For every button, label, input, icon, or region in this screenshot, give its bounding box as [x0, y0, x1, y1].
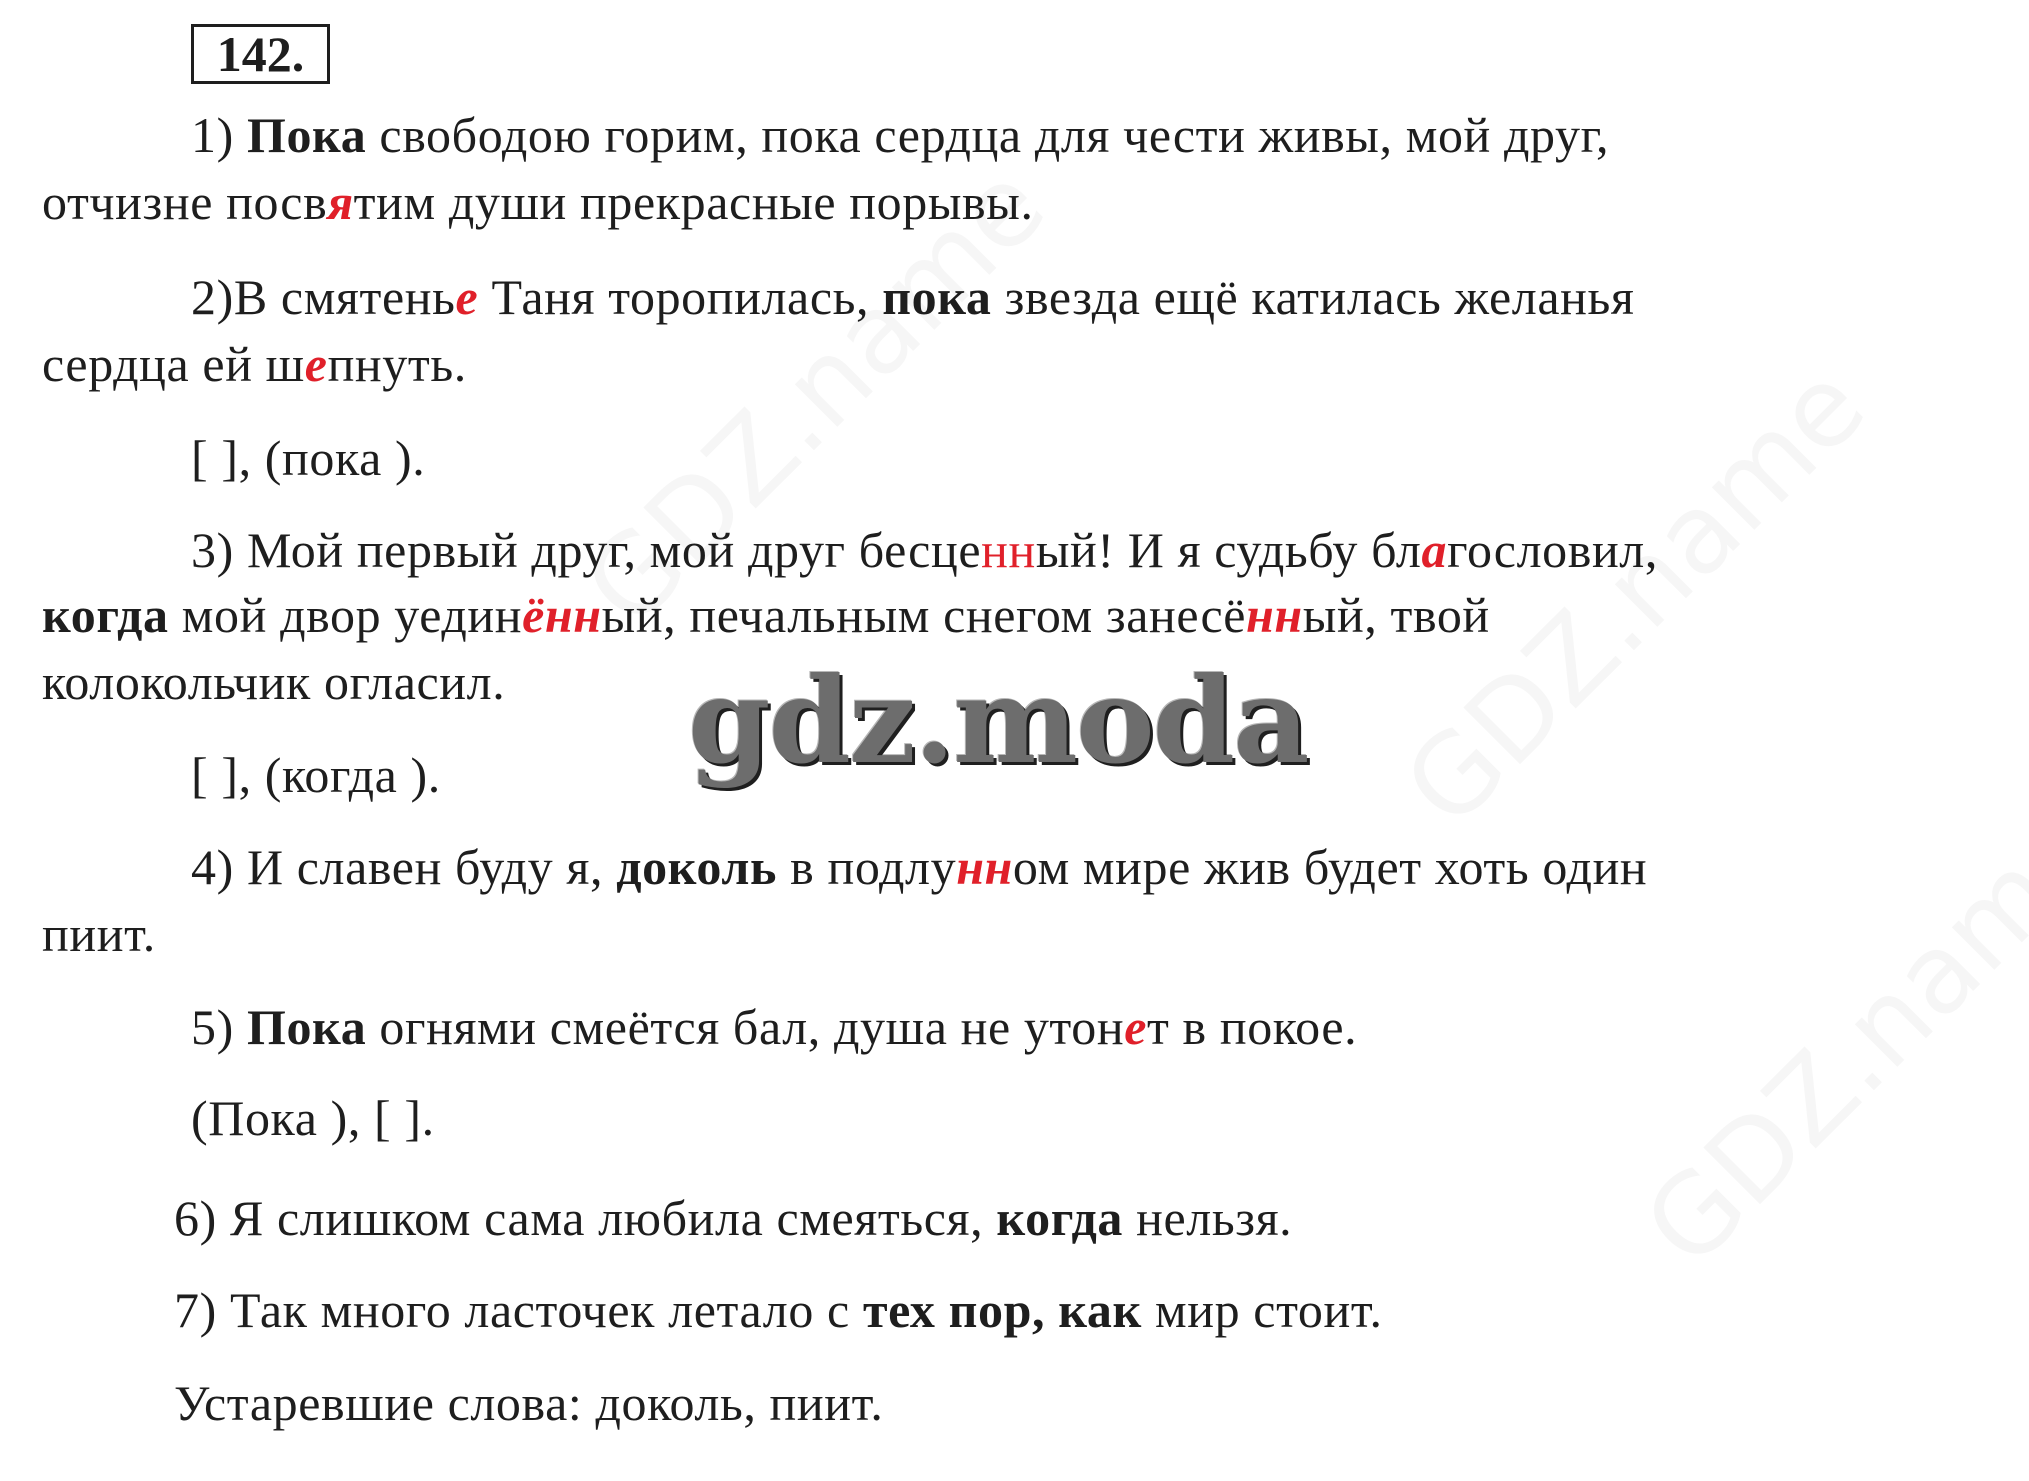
text-segment: нельзя.	[1123, 1190, 1293, 1246]
highlighted-letter: нн	[981, 522, 1036, 578]
keyword-bold: тех пор, как	[862, 1282, 1142, 1338]
highlighted-letter: а	[1421, 522, 1448, 578]
keyword-bold: когда	[42, 587, 169, 643]
text-segment: ый, печальным снегом занесё	[601, 587, 1247, 643]
obsolete-words-note: Устаревшие слова: доколь, пиит.	[174, 1375, 884, 1431]
sentence-7-line-1	[174, 1280, 1383, 1340]
sentence-3-line-1	[191, 520, 1658, 580]
text-segment: свободою горим, пока сердца для чести живы, мой друг,	[366, 107, 1610, 163]
text-segment: в подлу	[777, 839, 957, 895]
text-segment: т в покое.	[1146, 999, 1358, 1055]
text-segment: 4) И славен буду я,	[191, 839, 617, 895]
text-segment: ый, твой	[1302, 587, 1490, 643]
sentence-3-line-3	[42, 652, 505, 712]
sentence-1-line-1	[191, 105, 1609, 165]
highlighted-letter: е	[304, 336, 328, 392]
sentence-3-scheme: [ ], (когда ).	[191, 747, 441, 803]
text-segment: колокольчик огласил.	[42, 654, 506, 710]
background-watermark	[1620, 781, 2029, 1290]
keyword-bold: пока	[882, 269, 992, 325]
text-segment: огнями смеётся бал, душа не утон	[366, 999, 1125, 1055]
keyword-bold: Пока	[246, 999, 367, 1055]
text-segment: звезда ещё катилась желанья	[991, 269, 1635, 325]
sentence-3-line-2	[42, 585, 1490, 645]
sentence-5-line-1	[191, 997, 1357, 1057]
exercise-number: 142.	[191, 24, 330, 84]
text-segment: пиит.	[42, 906, 156, 962]
text-segment: Таня торопилась,	[478, 269, 883, 325]
text-segment: 6) Я слишком сама любила смеяться,	[174, 1190, 997, 1246]
sentence-2-line-2	[42, 334, 467, 394]
text-segment: отчизне посв	[42, 174, 328, 230]
text-segment: ый! И я судьбу бл	[1035, 522, 1422, 578]
text-segment: 5)	[191, 999, 247, 1055]
text-segment: 2)В смятень	[191, 269, 456, 325]
highlighted-letter: е	[455, 269, 479, 325]
highlighted-letter: я	[327, 174, 354, 230]
highlighted-letter: ённ	[522, 587, 602, 643]
sentence-4-line-2	[42, 904, 156, 964]
highlighted-letter: нн	[1246, 587, 1303, 643]
sentence-6-line-1	[174, 1188, 1292, 1248]
text-segment: тим души прекрасные порывы.	[353, 174, 1034, 230]
sentence-2-scheme: [ ], (пока ).	[191, 430, 426, 486]
text-segment: 7) Так много ласточек летало с	[174, 1282, 863, 1338]
keyword-bold: доколь	[616, 839, 778, 895]
text-segment: 1)	[191, 107, 247, 163]
text-segment: гословил,	[1447, 522, 1658, 578]
text-segment: 3) Мой первый друг, мой друг бесце	[191, 522, 982, 578]
highlighted-letter: е	[1124, 999, 1147, 1055]
text-segment: ом мире жив будет хоть один	[1012, 839, 1648, 895]
sentence-1-line-2	[42, 172, 1034, 232]
sentence-4-line-1	[191, 837, 1647, 897]
text-segment: сердца ей ш	[42, 336, 305, 392]
keyword-bold: Пока	[246, 107, 367, 163]
sentence-2-line-1	[191, 267, 1635, 327]
text-segment: мир стоит.	[1141, 1282, 1383, 1338]
text-segment: мой двор уедин	[168, 587, 523, 643]
sentence-5-scheme: (Пока ), [ ].	[191, 1090, 435, 1146]
gdz-moda-watermark: gdz.moda	[688, 651, 1308, 790]
text-segment: пнуть.	[327, 336, 467, 392]
keyword-bold: когда	[996, 1190, 1124, 1246]
highlighted-letter: нн	[956, 839, 1013, 895]
